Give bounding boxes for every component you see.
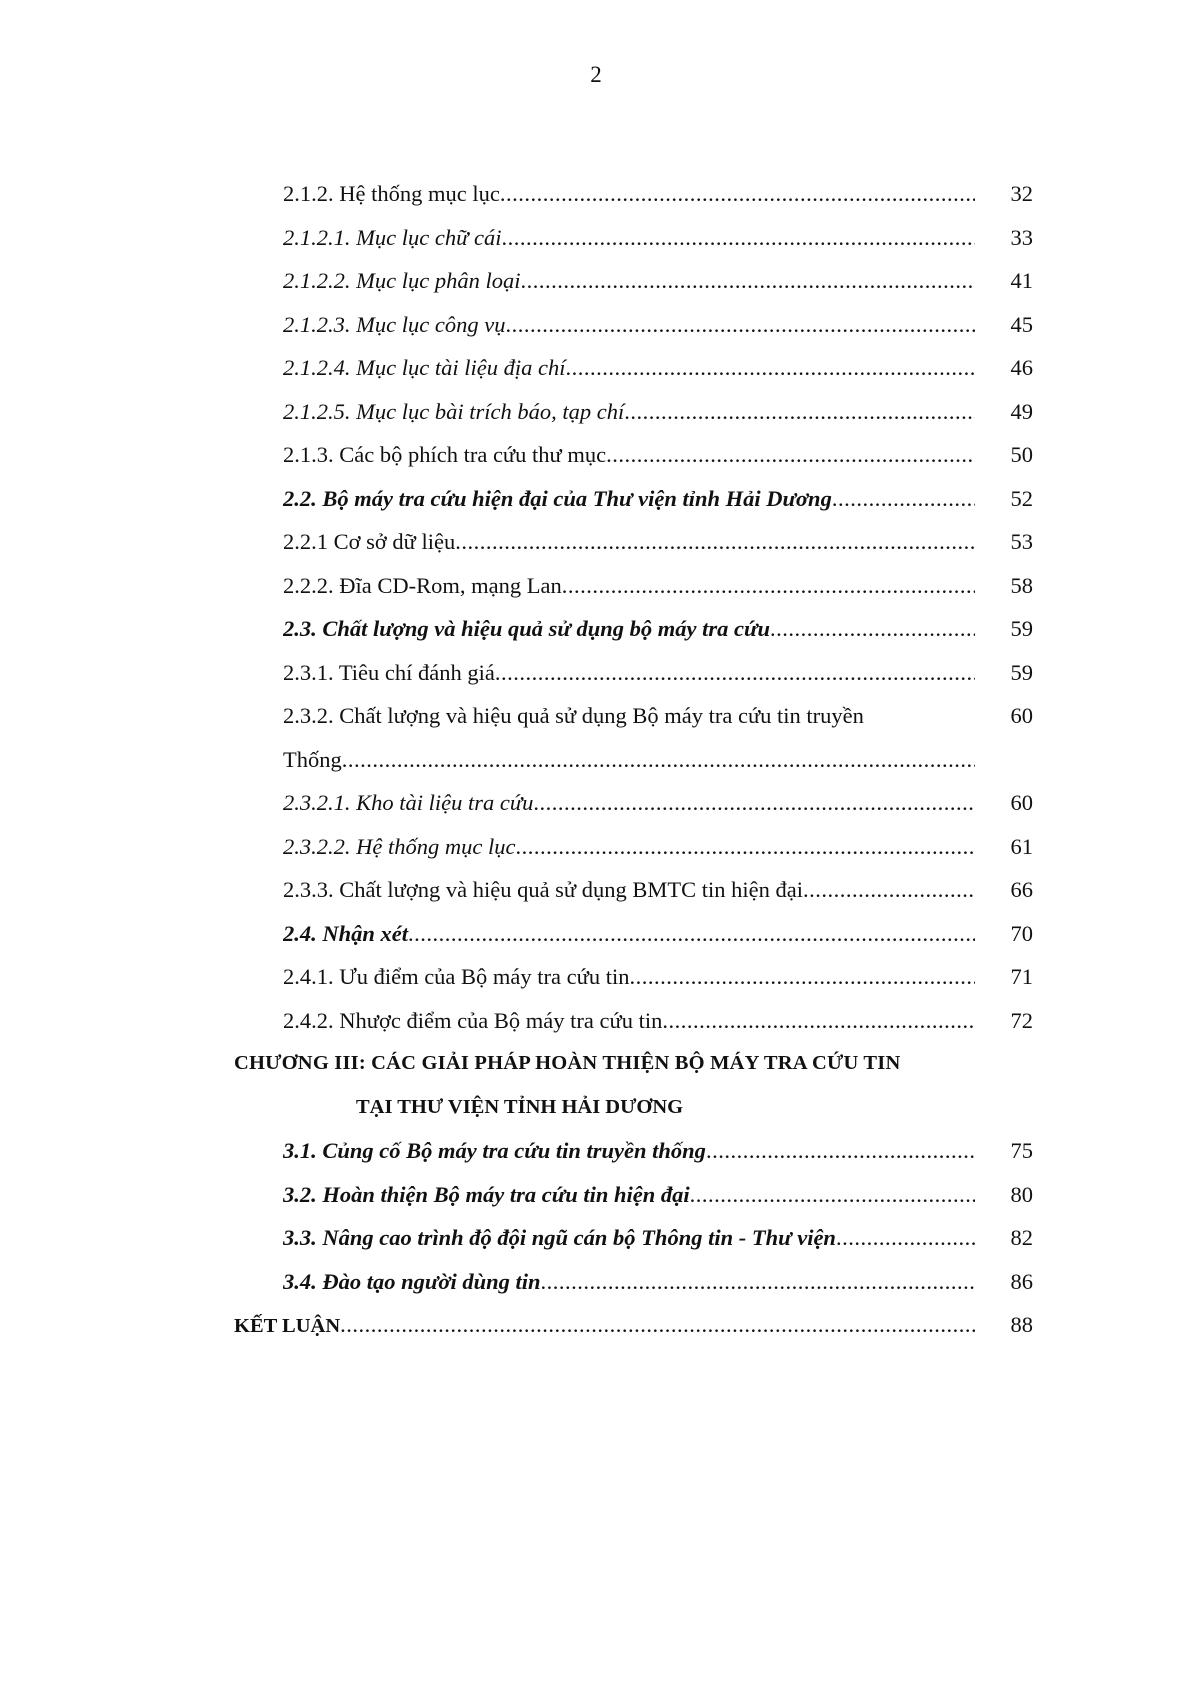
toc-page-number: 59 (1010, 659, 1033, 685)
toc-entry-label: 2.1.2.5. Mục lục bài trích báo, tạp chí (283, 398, 625, 424)
toc-page-number: 72 (1010, 1007, 1033, 1033)
toc-page-number: 33 (1010, 224, 1033, 250)
toc-row (0, 868, 1192, 912)
toc-entry-label: 2.1.2.3. Mục lục công vụ (283, 311, 506, 337)
toc-entry-label: 2.1.2.1. Mục lục chữ cái (283, 224, 502, 250)
toc-entry (283, 955, 975, 999)
toc-page-number: 71 (1010, 964, 1033, 989)
leader-dots (541, 1260, 976, 1304)
toc-entry-label: 2.3.2.1. Kho tài liệu tra cứu (283, 790, 534, 815)
toc-page-number: 80 (1010, 1181, 1033, 1207)
toc-entry (283, 1129, 975, 1173)
toc-page-number: 32 (1010, 181, 1033, 206)
toc-entry (283, 172, 975, 216)
leader-dots (624, 390, 975, 434)
chapter-heading-continuation: TẠI THƯ VIỆN TỈNH HẢI DƯƠNG (356, 1095, 684, 1118)
leader-dots (408, 912, 975, 956)
toc-entry (283, 1173, 975, 1217)
leader-dots (606, 433, 975, 477)
toc-row-chapter (0, 1042, 1192, 1086)
toc-page-number: 58 (1010, 572, 1033, 598)
toc-entry-label: 2.1.2.4. Mục lục tài liệu địa chí (283, 355, 566, 380)
table-of-contents (0, 172, 1192, 1347)
leader-dots (515, 825, 975, 869)
toc-row (0, 259, 1192, 303)
toc-entry (283, 564, 975, 608)
toc-entry-label: 2.3.2.2. Hệ thống mục lục (283, 833, 516, 859)
toc-entry-label-continuation: Thống (283, 746, 342, 772)
toc-entry-label: KẾT LUẬN (234, 1315, 341, 1337)
toc-page-number: 61 (1010, 833, 1033, 859)
toc-page-number: 88 (1010, 1312, 1033, 1337)
toc-row (0, 390, 1192, 434)
toc-entry (283, 520, 975, 564)
toc-row (0, 955, 1192, 999)
toc-entry (283, 781, 975, 825)
toc-row (0, 346, 1192, 390)
leader-dots (803, 868, 975, 912)
page-number: 2 (590, 62, 602, 87)
leader-dots (690, 1173, 975, 1217)
toc-page-number: 53 (1010, 529, 1033, 554)
toc-entry (283, 694, 975, 738)
toc-entry-label: 2.4.1. Ưu điểm của Bộ máy tra cứu tin (283, 964, 630, 989)
toc-entry (234, 1303, 975, 1349)
toc-entry (283, 346, 975, 390)
leader-dots (565, 346, 975, 390)
leader-dots (562, 564, 975, 608)
toc-entry (283, 912, 975, 956)
toc-entry (283, 433, 975, 477)
toc-entry (283, 303, 975, 347)
leader-dots (629, 955, 975, 999)
toc-entry-label: 2.1.2. Hệ thống mục lục (283, 181, 500, 206)
leader-dots (505, 303, 975, 347)
toc-entry (283, 216, 975, 260)
toc-row (0, 651, 1192, 695)
toc-entry (283, 259, 975, 303)
toc-row (0, 781, 1192, 825)
toc-entry-label: 2.2.1 Cơ sở dữ liệu (283, 529, 456, 554)
toc-entry (283, 1260, 975, 1304)
toc-page-number: 82 (1010, 1225, 1033, 1250)
toc-entry-label: 3.2. Hoàn thiện Bộ máy tra cứu tin hiện đại (283, 1181, 690, 1207)
toc-entry-label: 2.4. Nhận xét (283, 920, 409, 946)
toc-entry-label: 2.1.2.2. Mục lục phân loại (283, 268, 521, 293)
toc-row (0, 477, 1192, 521)
toc-row (0, 694, 1192, 738)
toc-row (0, 564, 1192, 608)
leader-dots (495, 651, 975, 695)
leader-dots (836, 1216, 975, 1260)
toc-row-continuation (0, 738, 1192, 782)
toc-entry (283, 390, 975, 434)
toc-page-number: 66 (1010, 877, 1033, 902)
toc-page-number: 86 (1010, 1268, 1033, 1294)
leader-dots (533, 781, 975, 825)
toc-row (0, 1173, 1192, 1217)
toc-row-chapter-continuation (0, 1086, 1192, 1130)
toc-page-number: 50 (1010, 442, 1033, 467)
toc-row (0, 825, 1192, 869)
toc-page-number: 75 (1010, 1138, 1033, 1163)
toc-entry-label: 2.1.3. Các bộ phích tra cứu thư mục (283, 442, 607, 467)
toc-page-number: 60 (1010, 790, 1033, 815)
toc-row (0, 216, 1192, 260)
toc-page-number: 49 (1010, 398, 1033, 424)
leader-dots (455, 520, 975, 564)
leader-dots (520, 259, 975, 303)
toc-page-number: 52 (1010, 485, 1033, 511)
toc-entry-continuation (283, 738, 975, 782)
toc-entry-label: 2.2. Bộ máy tra cứu hiện đại của Thư viện tỉnh Hải Dương (283, 485, 832, 511)
leader-dots (340, 1303, 975, 1347)
toc-page-number: 59 (1010, 616, 1033, 641)
leader-dots (662, 999, 975, 1043)
leader-dots (770, 607, 975, 651)
toc-row (0, 520, 1192, 564)
leader-dots (342, 738, 975, 782)
leader-dots (500, 172, 975, 216)
toc-page-number: 70 (1010, 920, 1033, 946)
toc-entry (283, 868, 975, 912)
leader-dots (832, 477, 975, 521)
toc-entry (283, 999, 975, 1043)
toc-row (0, 912, 1192, 956)
toc-entry (283, 825, 975, 869)
toc-row (0, 303, 1192, 347)
toc-entry-label: 3.4. Đào tạo người dùng tin (283, 1268, 541, 1294)
toc-row (0, 1129, 1192, 1173)
toc-entry (283, 607, 975, 651)
toc-entry (283, 651, 975, 695)
toc-row (0, 172, 1192, 216)
toc-page-number: 46 (1010, 355, 1033, 380)
toc-entry-label: 2.2.2. Đĩa CD-Rom, mạng Lan (283, 572, 562, 598)
toc-entry (283, 477, 975, 521)
toc-entry-label: 3.1. Củng cố Bộ máy tra cứu tin truyền thống (283, 1138, 706, 1163)
toc-row (0, 1303, 1192, 1347)
toc-row (0, 607, 1192, 651)
chapter-heading-label: CHƯƠNG III: CÁC GIẢI PHÁP HOÀN THIỆN BỘ MÁY TRA CỨU TIN (234, 1052, 901, 1074)
toc-row (0, 999, 1192, 1043)
toc-entry-label: 2.3.3. Chất lượng và hiệu quả sử dụng BMTC tin hiện đại (283, 877, 803, 902)
toc-entry-label: 2.3. Chất lượng và hiệu quả sử dụng bộ máy tra cứu (283, 616, 770, 641)
toc-entry-label: 3.3. Nâng cao trình độ đội ngũ cán bộ Thông tin - Thư viện (283, 1225, 836, 1250)
toc-page-number: 45 (1010, 311, 1033, 337)
toc-page-number: 41 (1010, 268, 1033, 293)
leader-dots (501, 216, 975, 260)
toc-row (0, 1216, 1192, 1260)
chapter-heading (234, 1042, 975, 1086)
leader-dots (706, 1129, 975, 1173)
toc-row (0, 1260, 1192, 1304)
toc-entry (283, 1216, 975, 1260)
toc-entry-label: 2.3.1. Tiêu chí đánh giá (283, 659, 495, 685)
toc-page-number: 60 (1010, 703, 1033, 728)
toc-row (0, 433, 1192, 477)
toc-entry-label: 2.4.2. Nhược điểm của Bộ máy tra cứu tin (283, 1007, 663, 1033)
toc-entry-label: 2.3.2. Chất lượng và hiệu quả sử dụng Bộ máy tra cứu tin truyền (283, 703, 864, 728)
